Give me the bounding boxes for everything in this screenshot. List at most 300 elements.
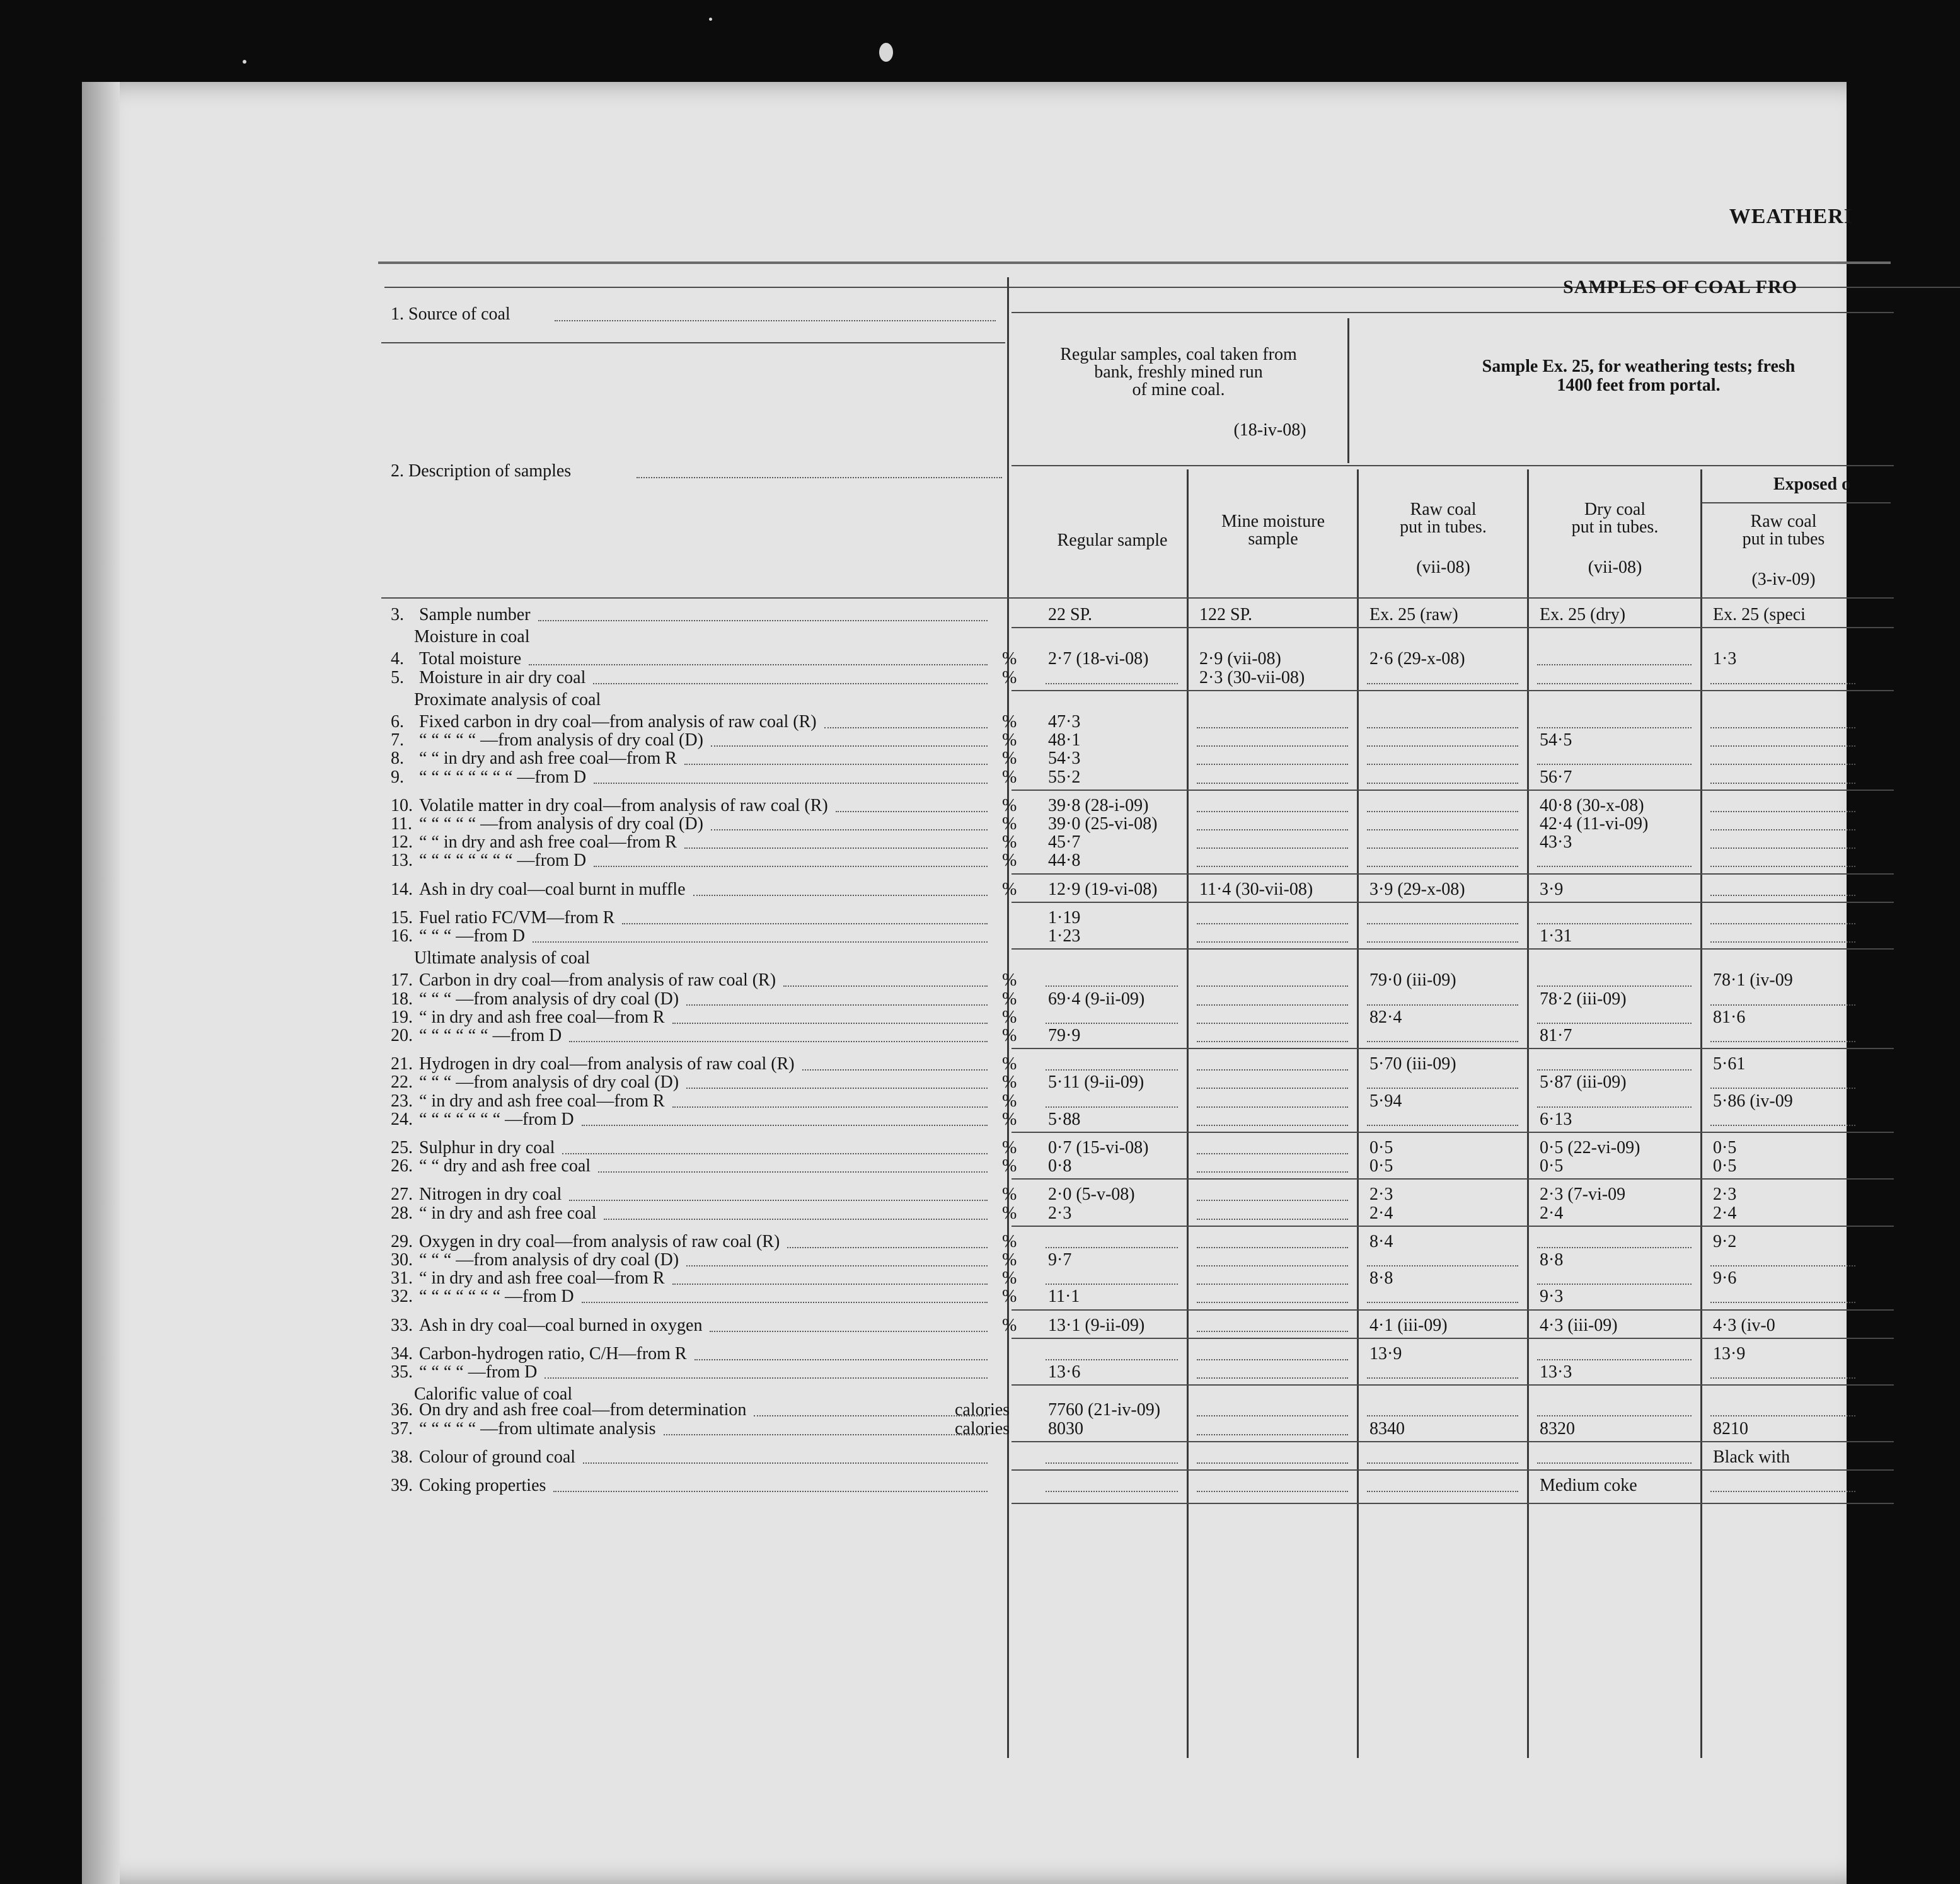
row-leader: [593, 683, 988, 684]
table-cell: Medium coke: [1540, 1476, 1637, 1495]
empty-cell-leader: [1046, 1491, 1178, 1492]
column-header-dry-coal-tubes: Dry coal: [1584, 500, 1646, 519]
row-label: “ in dry and ash free coal—from R: [419, 1091, 665, 1111]
row-leader: [686, 1004, 988, 1006]
group-label: Moisture in coal: [414, 627, 530, 647]
row-label: “ “ “ —from D: [419, 926, 525, 946]
scan-speck: [709, 18, 712, 21]
row-label: “ “ “ “ “ —from analysis of dry coal (D): [419, 814, 703, 834]
percent-sign: %: [1002, 879, 1017, 899]
row-leader: [686, 1265, 988, 1267]
row-label: Carbon-hydrogen ratio, C/H—from R: [419, 1343, 687, 1364]
table-cell: 2·4: [1369, 1203, 1393, 1223]
table-cell: Ex. 25 (raw): [1369, 605, 1458, 624]
row-rule: [1012, 873, 1894, 875]
row-rule: [1012, 1178, 1894, 1180]
empty-cell-leader: [1197, 866, 1348, 867]
percent-sign: %: [1002, 1250, 1017, 1270]
empty-cell-leader: [1710, 847, 1855, 849]
table-cell: 5·88: [1048, 1109, 1081, 1129]
row-leader: [529, 664, 988, 665]
empty-cell-leader: [1197, 1219, 1348, 1220]
table-cell: 8320: [1540, 1418, 1575, 1439]
group-header-ex25-line: Sample Ex. 25, for weathering tests; fresh: [1482, 357, 1796, 376]
row-label: “ in dry and ash free coal: [419, 1203, 597, 1223]
empty-cell-leader: [1710, 1088, 1855, 1089]
row-rule: [1012, 1226, 1894, 1227]
row-rule: [381, 342, 1005, 343]
row-rule: [1012, 790, 1894, 791]
row-rule: [1012, 1048, 1894, 1049]
row-leader: [598, 1171, 988, 1173]
table-cell: 5·94: [1369, 1091, 1402, 1111]
table-cell: 3·9 (29-x-08): [1369, 879, 1465, 899]
empty-cell-leader: [1710, 764, 1855, 765]
empty-cell-leader: [1197, 941, 1348, 943]
empty-cell-leader: [1537, 1284, 1692, 1285]
row-leader: [545, 1377, 988, 1379]
table-cell: Ex. 25 (speci: [1713, 605, 1806, 624]
empty-cell-leader: [1367, 1125, 1518, 1126]
empty-cell-leader: [1197, 1491, 1348, 1492]
row-label: Volatile matter in dry coal—from analysis of raw coal (R): [419, 795, 828, 815]
table-cell: 4·3 (iv-0: [1713, 1315, 1775, 1335]
empty-cell-leader: [1046, 1023, 1178, 1024]
empty-cell-leader: [1197, 1004, 1348, 1006]
row-label: Ash in dry coal—coal burned in oxygen: [419, 1315, 703, 1335]
percent-sign: %: [1002, 814, 1017, 834]
row-leader: [836, 811, 988, 812]
percent-sign: %: [1002, 832, 1017, 853]
column-divider: [1527, 469, 1529, 1758]
empty-cell-leader: [1197, 1171, 1348, 1173]
row-label: “ “ “ “ “ “ —from D: [419, 1026, 562, 1045]
empty-cell-leader: [1046, 1462, 1178, 1464]
empty-cell-leader: [1710, 783, 1855, 784]
row-source-leader: [555, 320, 996, 321]
row-label: “ “ “ —from analysis of dry coal (D): [419, 1072, 679, 1093]
row-number: 17.: [391, 970, 413, 991]
table-cell: 8210: [1713, 1418, 1748, 1439]
percent-sign: %: [1002, 1091, 1017, 1111]
table-cell: 79·0 (iii-09): [1369, 970, 1456, 991]
percent-sign: %: [1002, 1054, 1017, 1074]
row-leader: [824, 727, 988, 728]
row-number: 20.: [391, 1026, 413, 1045]
empty-cell-leader: [1197, 727, 1348, 728]
row-leader: [583, 1462, 988, 1464]
column-header-raw-coal-tubes: Raw coal: [1410, 500, 1477, 519]
row-number: 34.: [391, 1343, 413, 1364]
table-cell: 13·1 (9-ii-09): [1048, 1315, 1145, 1335]
row-number: 35.: [391, 1362, 413, 1382]
table-cell: 4·1 (iii-09): [1369, 1315, 1448, 1335]
empty-cell-leader: [1197, 1377, 1348, 1379]
empty-cell-leader: [1197, 1302, 1348, 1303]
row-number: 6.: [391, 712, 404, 732]
empty-cell-leader: [1710, 1491, 1855, 1492]
table-cell: Black with: [1713, 1447, 1790, 1467]
row-number: 38.: [391, 1447, 413, 1467]
table-cell: 1·23: [1048, 926, 1081, 946]
empty-cell-leader: [1710, 1265, 1855, 1267]
empty-cell-leader: [1367, 764, 1518, 765]
table-cell: 9·6: [1713, 1268, 1737, 1289]
empty-cell-leader: [1367, 811, 1518, 812]
table-cell: 2·7 (18-vi-08): [1048, 649, 1149, 669]
table-cell: 2·9 (vii-08): [1199, 649, 1281, 669]
row-rule: [1012, 690, 1894, 691]
empty-cell-leader: [1710, 1125, 1855, 1126]
empty-cell-leader: [1046, 985, 1178, 987]
empty-cell-leader: [1367, 829, 1518, 830]
row-number: 32.: [391, 1287, 413, 1307]
row-number: 16.: [391, 926, 413, 946]
empty-cell-leader: [1710, 1041, 1855, 1042]
table-cell: 13·9: [1713, 1343, 1746, 1364]
percent-sign: %: [1002, 649, 1017, 669]
table-cell: 81·7: [1540, 1026, 1572, 1045]
empty-cell-leader: [1367, 1265, 1518, 1267]
row-leader: [672, 1106, 988, 1108]
empty-cell-leader: [1710, 866, 1855, 867]
percent-sign: %: [1002, 851, 1017, 871]
row-leader: [533, 941, 988, 943]
scanned-page: [82, 82, 1853, 1884]
row-label: Sulphur in dry coal: [419, 1138, 555, 1157]
row-rule: [1012, 948, 1894, 950]
table-cell: 2·3: [1048, 1203, 1072, 1223]
table-cell: 0·7 (15-vi-08): [1048, 1138, 1149, 1157]
column-header-mine-moisture-sample: Mine moisture: [1221, 512, 1325, 531]
empty-cell-leader: [1367, 1302, 1518, 1303]
table-cell: 0·5: [1369, 1156, 1393, 1176]
empty-cell-leader: [1197, 985, 1348, 987]
section-header-rule: [1012, 312, 1894, 313]
empty-cell-leader: [1197, 764, 1348, 765]
table-cell: 9·2: [1713, 1231, 1737, 1251]
row-number: 18.: [391, 989, 413, 1009]
empty-cell-leader: [1367, 745, 1518, 747]
percent-sign: %: [1002, 712, 1017, 732]
row-leader: [787, 1247, 988, 1248]
empty-cell-leader: [1710, 829, 1855, 830]
row-number: 9.: [391, 767, 404, 787]
row-number: 13.: [391, 851, 413, 871]
empty-cell-leader: [1197, 1200, 1348, 1201]
percent-sign: %: [1002, 1109, 1017, 1129]
empty-cell-leader: [1710, 683, 1855, 684]
row-number: 24.: [391, 1109, 413, 1129]
column-divider: [1700, 469, 1702, 1758]
column-header-dry-coal-tubes: (vii-08): [1588, 558, 1642, 577]
table-cell: 0·5: [1369, 1138, 1393, 1157]
empty-cell-leader: [1710, 1377, 1855, 1379]
table-cell: 43·3: [1540, 832, 1572, 853]
table-cell: 2·3 (7-vi-09: [1540, 1185, 1626, 1205]
percent-sign: %: [1002, 1268, 1017, 1289]
empty-cell-leader: [1537, 1023, 1692, 1024]
empty-cell-leader: [1197, 1331, 1348, 1332]
percent-sign: %: [1002, 1315, 1017, 1335]
table-cell: 13·9: [1369, 1343, 1402, 1364]
table-cell: 78·2 (iii-09): [1540, 989, 1627, 1009]
bottom-rule: [1012, 1503, 1894, 1504]
group-header-regular-line: Regular samples, coal taken from: [1060, 345, 1297, 364]
table-cell: 0·5 (22-vi-09): [1540, 1138, 1640, 1157]
row-leader: [622, 923, 988, 924]
empty-cell-leader: [1046, 1069, 1178, 1071]
empty-cell-leader: [1367, 941, 1518, 943]
table-cell: 69·4 (9-ii-09): [1048, 989, 1145, 1009]
row-label: Oxygen in dry coal—from analysis of raw coal (R): [419, 1231, 780, 1251]
table-cell: 5·86 (iv-09: [1713, 1091, 1793, 1111]
empty-cell-leader: [1710, 923, 1855, 924]
empty-cell-leader: [1197, 1125, 1348, 1126]
empty-cell-leader: [1537, 1247, 1692, 1248]
row-label: Total moisture: [419, 649, 522, 669]
percent-sign: %: [1002, 1185, 1017, 1205]
row-number: 11.: [391, 814, 412, 834]
row-label: “ “ “ “ “ —from analysis of dry coal (D): [419, 730, 703, 750]
row-leader: [672, 1284, 988, 1285]
table-cell: 2·3: [1369, 1185, 1393, 1205]
row-label: Colour of ground coal: [419, 1447, 576, 1467]
row-leader: [684, 847, 988, 849]
running-head: WEATHERI: [1729, 205, 1853, 228]
row-rule: [1012, 1384, 1894, 1386]
empty-cell-leader: [1367, 1462, 1518, 1464]
percent-sign: %: [1002, 730, 1017, 750]
row-leader: [802, 1069, 988, 1071]
table-cell: 5·11 (9-ii-09): [1048, 1072, 1144, 1093]
row-leader: [710, 1331, 988, 1332]
table-cell: Ex. 25 (dry): [1540, 605, 1626, 624]
row-leader: [538, 620, 988, 621]
column-header-dry-coal-tubes: put in tubes.: [1571, 517, 1659, 537]
table-cell: 9·3: [1540, 1287, 1564, 1307]
empty-cell-leader: [1367, 683, 1518, 684]
empty-cell-leader: [1367, 1377, 1518, 1379]
empty-cell-leader: [1197, 1284, 1348, 1285]
table-cell: 1·31: [1540, 926, 1572, 946]
scan-speck: [879, 43, 893, 62]
group-rule: [1012, 465, 1894, 466]
empty-cell-leader: [1046, 683, 1178, 684]
table-cell: 3·9: [1540, 879, 1564, 899]
row-label: “ “ “ “ “ “ “ —from D: [419, 1287, 574, 1307]
row-leader: [569, 1200, 988, 1201]
table-cell: 79·9: [1048, 1026, 1081, 1045]
table-cell: 54·5: [1540, 730, 1572, 750]
table-cell: 39·0 (25-vi-08): [1048, 814, 1158, 834]
row-number: 27.: [391, 1185, 413, 1205]
table-cell: 82·4: [1369, 1007, 1402, 1027]
empty-cell-leader: [1046, 1359, 1178, 1360]
percent-sign: %: [1002, 1203, 1017, 1223]
table-cell: 0·8: [1048, 1156, 1072, 1176]
table-cell: 78·1 (iv-09: [1713, 970, 1793, 991]
empty-cell-leader: [1197, 1041, 1348, 1042]
column-header-exposed-raw-coal-tubes: put in tubes: [1742, 529, 1825, 549]
ex25-rule: [1702, 502, 1891, 503]
table-cell: 12·9 (19-vi-08): [1048, 879, 1158, 899]
row-leader: [562, 1153, 988, 1154]
empty-cell-leader: [1197, 811, 1348, 812]
row-number: 8.: [391, 749, 404, 769]
row-number: 4.: [391, 649, 404, 669]
row-leader: [604, 1219, 988, 1220]
table-cell: 5·70 (iii-09): [1369, 1054, 1456, 1074]
group-header-regular-line: of mine coal.: [1132, 380, 1225, 399]
empty-cell-leader: [1537, 1462, 1692, 1464]
table-cell: 8340: [1369, 1418, 1405, 1439]
row-leader: [695, 1359, 988, 1360]
empty-cell-leader: [1197, 1153, 1348, 1154]
table-cell: 2·4: [1713, 1203, 1737, 1223]
group-header-exposed: Exposed o: [1773, 474, 1851, 494]
scan-speck: [243, 60, 246, 64]
empty-cell-leader: [1197, 1106, 1348, 1108]
row-label: Hydrogen in dry coal—from analysis of raw coal (R): [419, 1054, 795, 1074]
table-cell: 8·8: [1369, 1268, 1393, 1289]
empty-cell-leader: [1710, 1302, 1855, 1303]
empty-cell-leader: [1537, 1359, 1692, 1360]
table-cell: 9·7: [1048, 1250, 1072, 1270]
row-leader: [684, 764, 988, 765]
table-cell: 22 SP.: [1048, 605, 1093, 624]
row-label: “ “ “ “ “ “ “ “ —from D: [419, 767, 587, 787]
row-label: “ “ “ “ —from D: [419, 1362, 538, 1382]
row-source-label: 1. Source of coal: [391, 304, 510, 324]
empty-cell-leader: [1367, 1088, 1518, 1089]
column-header-regular-sample: Regular sample: [1057, 531, 1168, 550]
empty-cell-leader: [1367, 923, 1518, 924]
table-cell: 6·13: [1540, 1109, 1572, 1129]
row-rule: [1012, 627, 1894, 628]
row-leader: [693, 895, 988, 896]
row-leader: [582, 1302, 988, 1303]
table-cell: 122 SP.: [1199, 605, 1253, 624]
table-cell: 5·87 (iii-09): [1540, 1072, 1627, 1093]
row-label: “ “ “ “ “ —from ultimate analysis: [419, 1418, 656, 1439]
row-rule: [1012, 1309, 1894, 1311]
table-cell: 1·19: [1048, 907, 1081, 928]
empty-cell-leader: [1710, 1004, 1855, 1006]
row-label: Ash in dry coal—coal burnt in muffle: [419, 879, 686, 899]
row-number: 25.: [391, 1138, 413, 1157]
table-cell: 8·8: [1540, 1250, 1564, 1270]
table-cell: 56·7: [1540, 767, 1572, 787]
empty-cell-leader: [1710, 811, 1855, 812]
table-cell: 2·3 (30-vii-08): [1199, 667, 1305, 687]
group-label: Proximate analysis of coal: [414, 689, 601, 709]
row-number: 22.: [391, 1072, 413, 1093]
row-label: “ “ in dry and ash free coal—from R: [419, 749, 677, 769]
table-cell: 55·2: [1048, 767, 1081, 787]
group-label: Ultimate analysis of coal: [414, 948, 591, 968]
empty-cell-leader: [1710, 941, 1855, 943]
row-leader: [664, 1434, 988, 1435]
row-label: “ “ “ “ “ “ “ “ —from D: [419, 851, 587, 871]
row-number: 5.: [391, 667, 404, 687]
row-label: Moisture in air dry coal: [419, 667, 586, 687]
table-cell: 2·6 (29-x-08): [1369, 649, 1465, 669]
empty-cell-leader: [1537, 727, 1692, 728]
column-divider: [1357, 469, 1359, 1758]
table-cell: 2·4: [1540, 1203, 1564, 1223]
percent-sign: %: [1002, 667, 1017, 687]
table-cell: 39·8 (28-i-09): [1048, 795, 1149, 815]
empty-cell-leader: [1537, 664, 1692, 665]
row-leader: [553, 1491, 988, 1492]
table-cell: 13·6: [1048, 1362, 1081, 1382]
coal-analysis-table: [82, 82, 1851, 1884]
table-cell: 13·3: [1540, 1362, 1572, 1382]
row-number: 33.: [391, 1315, 413, 1335]
row-label: “ “ “ “ “ “ “ —from D: [419, 1109, 574, 1129]
row-description-label: 2. Description of samples: [391, 461, 572, 481]
table-cell: 2·3: [1713, 1185, 1737, 1205]
column-header-mine-moisture-sample: sample: [1248, 529, 1298, 549]
empty-cell-leader: [1367, 727, 1518, 728]
empty-cell-leader: [1046, 1284, 1178, 1285]
column-header-raw-coal-tubes: put in tubes.: [1400, 517, 1487, 537]
row-number: 10.: [391, 795, 413, 815]
empty-cell-leader: [1710, 727, 1855, 728]
table-cell: 7760 (21-iv-09): [1048, 1400, 1161, 1420]
row-label: “ “ “ —from analysis of dry coal (D): [419, 1250, 679, 1270]
column-header-rule: [381, 597, 1894, 599]
empty-cell-leader: [1367, 1041, 1518, 1042]
row-label: “ in dry and ash free coal—from R: [419, 1007, 665, 1027]
row-number: 3.: [391, 605, 404, 624]
row-number: 19.: [391, 1007, 413, 1027]
row-number: 29.: [391, 1231, 413, 1251]
percent-sign: %: [1002, 1072, 1017, 1093]
group-header-regular-date: (18-iv-08): [1233, 420, 1306, 440]
row-number: 39.: [391, 1476, 413, 1495]
group-header-regular-line: bank, freshly mined run: [1094, 362, 1263, 382]
empty-cell-leader: [1537, 923, 1692, 924]
table-cell: 54·3: [1048, 749, 1081, 769]
row-number: 7.: [391, 730, 404, 750]
empty-cell-leader: [1197, 745, 1348, 747]
empty-cell-leader: [1197, 1434, 1348, 1435]
row-leader: [672, 1023, 988, 1024]
empty-cell-leader: [1537, 866, 1692, 867]
row-label: Coking properties: [419, 1476, 546, 1495]
table-cell: 2·0 (5-v-08): [1048, 1185, 1135, 1205]
row-leader: [686, 1088, 988, 1089]
percent-sign: %: [1002, 1156, 1017, 1176]
empty-cell-leader: [1197, 1359, 1348, 1360]
row-leader: [711, 745, 988, 747]
row-leader: [594, 866, 988, 867]
row-rule: [1012, 1132, 1894, 1133]
empty-cell-leader: [1367, 783, 1518, 784]
empty-cell-leader: [1197, 1247, 1348, 1248]
row-leader: [569, 1041, 988, 1042]
row-label: “ in dry and ash free coal—from R: [419, 1268, 665, 1289]
row-label: Carbon in dry coal—from analysis of raw coal (R): [419, 970, 776, 991]
empty-cell-leader: [1197, 923, 1348, 924]
section-header: SAMPLES OF COAL FRO: [1563, 277, 1798, 297]
column-header-exposed-raw-coal-tubes: (3-iv-09): [1751, 570, 1816, 589]
empty-cell-leader: [1197, 1088, 1348, 1089]
row-label: “ “ “ —from analysis of dry coal (D): [419, 989, 679, 1009]
empty-cell-leader: [1537, 764, 1692, 765]
